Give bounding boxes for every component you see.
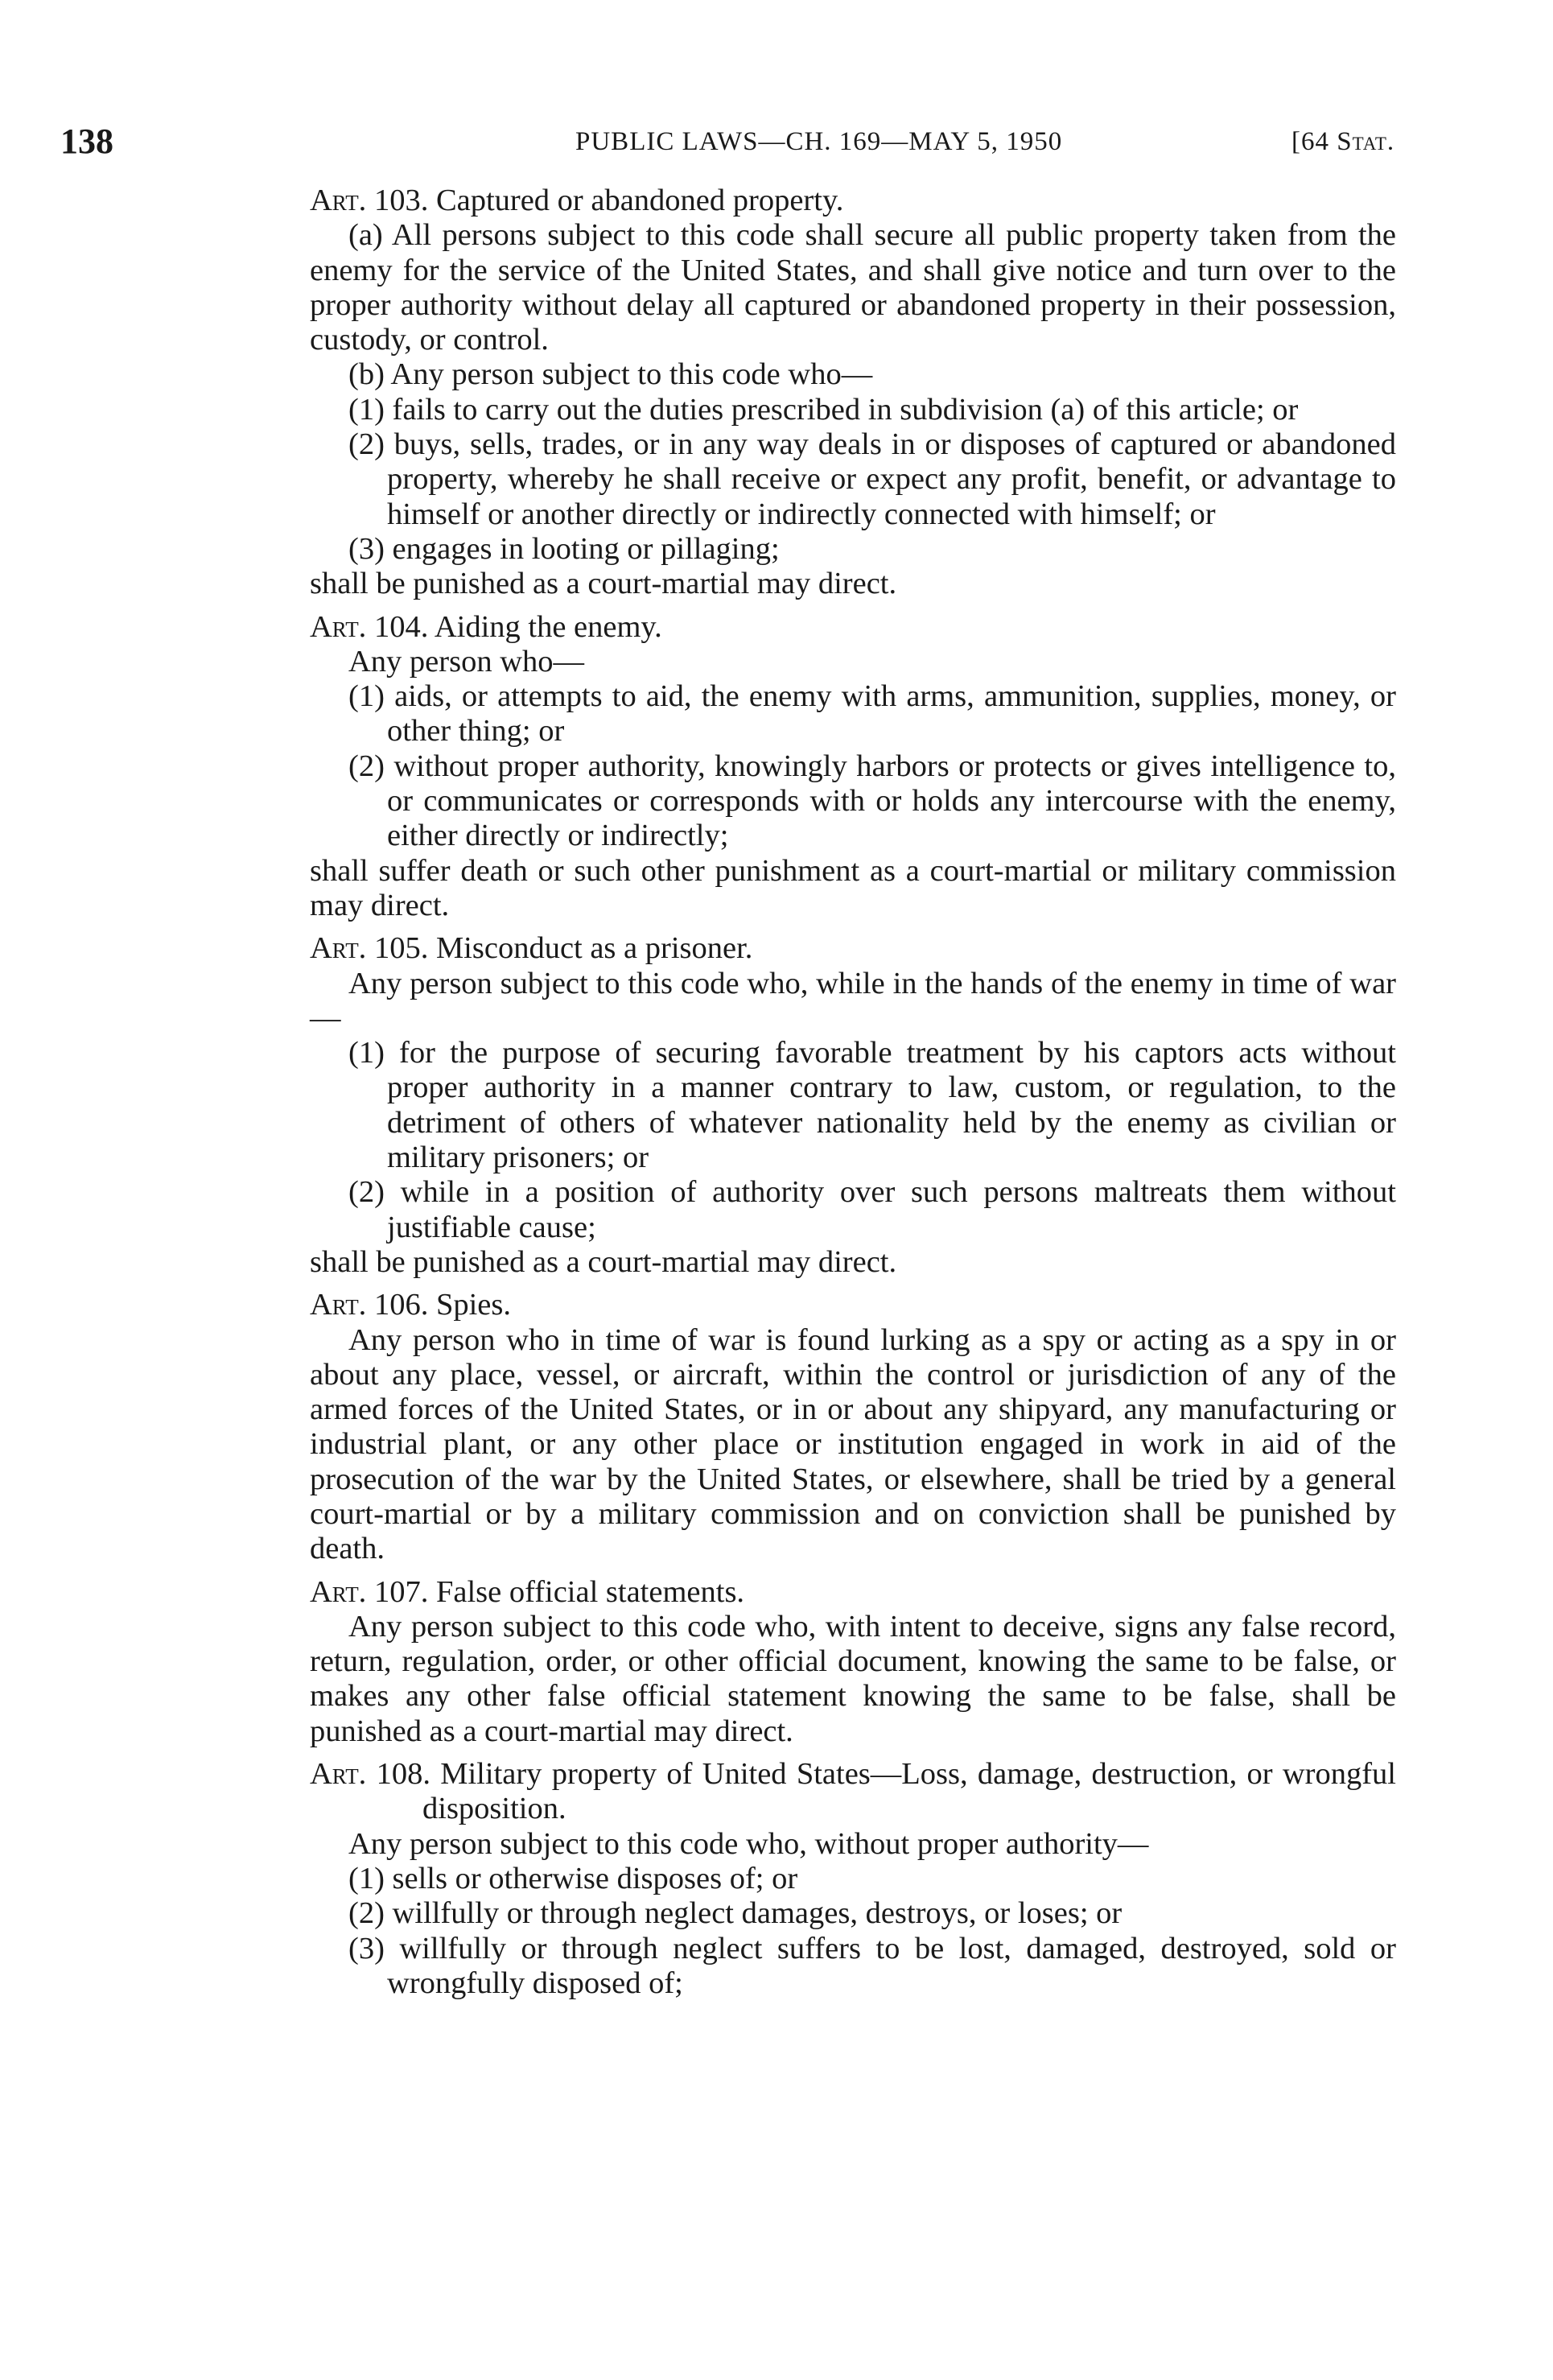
statute-reference: [64 Stat. [1291, 127, 1395, 156]
clause: (2) willfully or through neglect damages, destroys, or loses; or [348, 1896, 1123, 1931]
paragraph: shall be punished as a court-martial may direct. [310, 1244, 897, 1279]
article-title: Military property of United States—Loss, damage, destruction, or wrongful disposition. [422, 1757, 1396, 1826]
article-heading [310, 1288, 1396, 1322]
paragraph: (a) All persons subject to this code shall secure all public property taken from the enemy for the service of the United States, and shall give notice and turn over to the proper authority without delay all captured or abandoned property in their possession, custody, or control. [310, 218, 1396, 357]
paragraph: Any person who in time of war is found lurking as a spy or acting as a spy in or about any place, vessel, or aircraft, within the control or jurisdiction of any of the armed forces of the United States, or in or about any shipyard, any manufacturing or industrial plant, or any other place or institution engaged in work in aid of the prosecution of the war by the United States, or elsewhere, shall be tried by a general court-martial or by a military commission and on conviction shall be punished by death. [310, 1322, 1396, 1566]
article-abbr: Art. [310, 609, 367, 644]
article-number: 108. [376, 1757, 430, 1792]
clause: (1) sells or otherwise disposes of; or [348, 1861, 798, 1895]
article-title: Aiding the enemy. [434, 609, 662, 644]
clause: (1) fails to carry out the duties prescribed in subdivision (a) of this article; or [348, 392, 1299, 427]
page-number: 138 [60, 122, 113, 161]
article-number: 106. [373, 1288, 429, 1322]
article-heading [310, 931, 1396, 966]
article-number: 104. [373, 609, 429, 644]
clause: (1) aids, or attempts to aid, the enemy with arms, ammunition, supplies, money, or other thing; or [348, 679, 1396, 749]
article-title: Misconduct as a prisoner. [435, 931, 753, 966]
article-heading [310, 1757, 1396, 1827]
clause: (2) without proper authority, knowingly harbors or protects or gives intelligence to, or communicates or corresponds with or holds any intercourse with the enemy, either directly or indirectly; [348, 749, 1396, 853]
article-abbr: Art. [310, 931, 367, 966]
article-number: 105. [373, 931, 429, 966]
running-title: PUBLIC LAWS—CH. 169—MAY 5, 1950 [575, 127, 1063, 156]
article-abbr: Art. [310, 1757, 367, 1792]
clause: (1) for the purpose of securing favorable treatment by his captors acts without proper authority in a manner contrary to law, custom, or regulation, to the detriment of others of whatever nationality held by the enemy as civilian or military prisoners; or [348, 1036, 1396, 1175]
page-header [60, 121, 1412, 169]
article-abbr: Art. [310, 1574, 367, 1609]
article-title: Spies. [435, 1288, 511, 1322]
article-abbr: Art. [310, 1288, 367, 1322]
article-title: Captured or abandoned property. [435, 184, 844, 217]
clause: (2) while in a position of authority over such persons maltreats them without justifiable cause; [348, 1175, 1396, 1244]
paragraph: shall suffer death or such other punishment as a court-martial or military commission may direct. [310, 853, 1396, 922]
article-number: 103. [373, 184, 429, 217]
paragraph: shall be punished as a court-martial may direct. [310, 567, 897, 601]
paragraph: Any person subject to this code who, without proper authority— [348, 1826, 1149, 1861]
article-heading [310, 610, 1396, 645]
clause: (3) engages in looting or pillaging; [348, 531, 780, 566]
article-heading [310, 1575, 1396, 1610]
paragraph: (b) Any person subject to this code who— [348, 357, 873, 392]
article-abbr: Art. [310, 184, 367, 217]
clause: (3) willfully or through neglect suffers to be lost, damaged, destroyed, sold or wrongfully disposed of; [348, 1931, 1396, 2000]
document-body [310, 175, 1396, 2001]
article-heading [310, 184, 1396, 218]
article-number: 107. [373, 1574, 429, 1609]
article-title: False official statements. [435, 1574, 745, 1609]
clause: (2) buys, sells, trades, or in any way deals in or disposes of captured or abandoned property, whereby he shall receive or expect any profit, benefit, or advantage to himself or another directly or indirectly connected with himself; or [348, 427, 1396, 531]
paragraph: Any person who— [348, 644, 584, 679]
paragraph: Any person subject to this code who, while in the hands of the enemy in time of war— [310, 966, 1396, 1035]
paragraph: Any person subject to this code who, with intent to deceive, signs any false record, return, regulation, order, or other official document, knowing the same to be false, or makes any other false official statement knowing the same to be false, shall be punished as a court-martial may direct. [310, 1609, 1396, 1748]
